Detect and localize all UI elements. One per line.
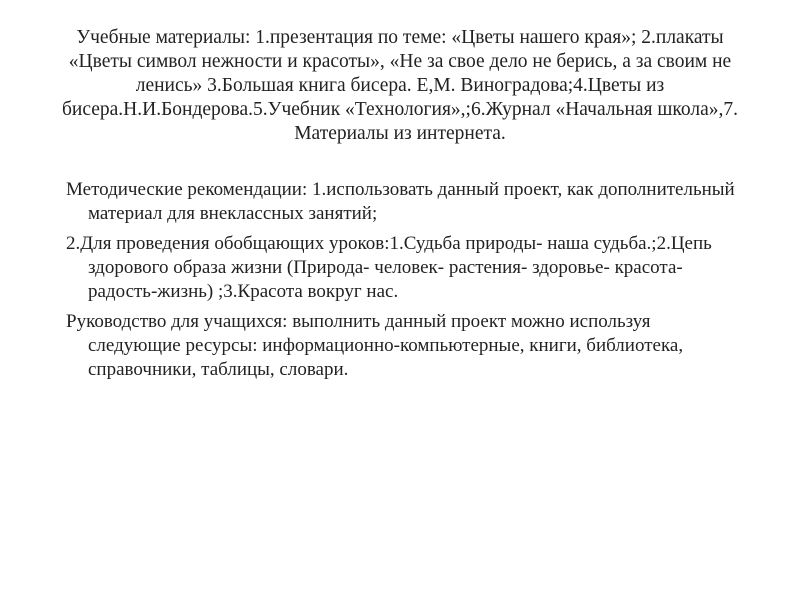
slide-title: Учебные материалы: 1.презентация по теме: «Цветы нашего края»; 2.плакаты «Цветы символ нежности и красоты», «Не за свое дело не берись, а за своим не ленись» 3.Большая книга бисера. Е,М. Виноградова;4.Цветы из бисера.Н.И.Бондерова.5.Учебник «Технология»,;6.Журнал «Начальная школа»,7. Материалы из интернета. <box>61 27 739 144</box>
slide-body <box>66 178 742 388</box>
student-guide-paragraph: Руководство для учащихся: выполнить данный проект можно используя следующие ресурсы: информационно-компьютерные, книги, библиотека, справочники, таблицы, словари. <box>66 311 684 380</box>
generalizing-lessons-paragraph: 2.Для проведения обобщающих уроков:1.Судьба природы- наша судьба.;2.Цепь здорового образа жизни (Природа- человек- растения- здоровье- красота- радость-жизнь) ;3.Красота вокруг нас. <box>66 233 712 302</box>
methodical-recommendations-paragraph: Методические рекомендации: 1.использовать данный проект, как дополнительный материал для внеклассных занятий; <box>66 179 735 224</box>
